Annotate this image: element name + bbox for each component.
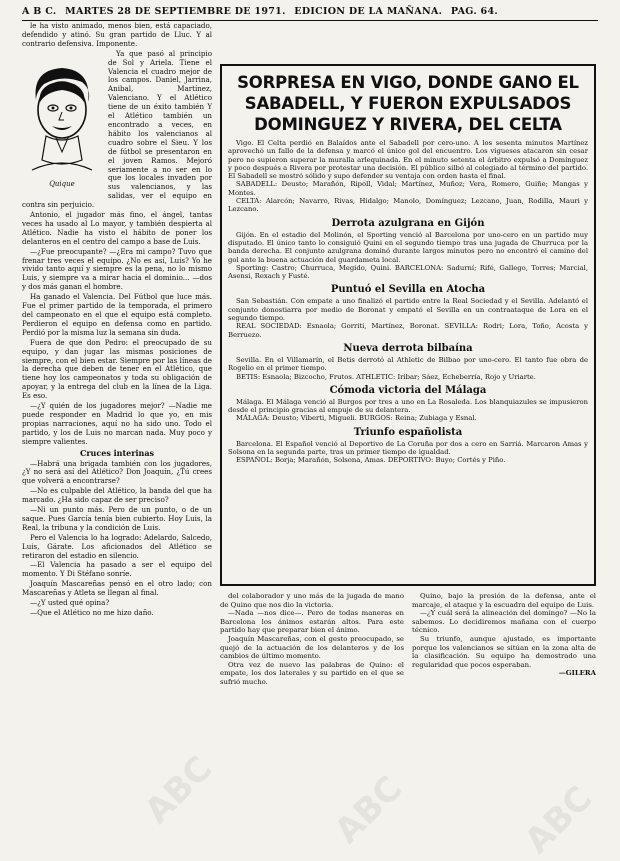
main-headline: SORPRESA EN VIGO, DONDE GANO EL SABADELL, Y FUERON EXPULSADOS DOMINGUEZ Y RIVERA, DEL CELTA xyxy=(237,73,579,134)
main-story-box xyxy=(220,64,596,586)
section-text: Sevilla. En el Villamarín, el Betis derrotó al Athletic de Bilbao por uno-cero. El tanto fue obra de Rogelio en el primer tiempo. xyxy=(228,355,588,373)
lineup: CELTA: Alarcón; Navarro, Rivas, Hidalgo; Manolo, Domínguez; Lezcano, Juan, Rodilla, Mauri y Lezcano. xyxy=(228,197,588,214)
lineup: SABADELL: Deusto; Marañón, Ripoll, Vidal; Martínez, Muñoz; Vera, Romero, Guiñe; Mangas y Montes. xyxy=(228,180,588,197)
left-paragraph: Antonio, el jugador más fino, el ángel, tantas veces ha usado al Lo mayor, y también despierta al Atlético. Nadie ha visto el hábito de poner los delanteros en el centro del campo a base de Luis. xyxy=(22,210,212,246)
left-paragraph: Joaquín Mascareñas pensó en el otro lado; con Mascareñas y Atleta se llegan al final. xyxy=(22,579,212,598)
left-column xyxy=(22,22,212,837)
section-text: Málaga. El Málaga venció al Burgos por tres a uno en La Rosaleda. Los blanquiazules se impusieron desde el principio gracias al empuje de su delantera. xyxy=(228,397,588,415)
left-section-heading: Cruces interinas xyxy=(79,447,155,458)
left-paragraph: Ya que pasó al principio de Sol y Ariela. Tiene el Valencia el cuadro mejor de los campos. Daniel, Jarrina, Anibal, Martínez, Valenciano. Y el Atlético tiene de un éxito también Y el Atlético también un encontrado a veces, en hábito los valencianos al cuadro sobre el Sieu. Y los de fútbol se presentaron en el joven Ramos. Mejoró seriamente a no ser en lo que los locales invaden por sus valencianos, y las salidas, ver el equipo en contra sin perjuicio. xyxy=(22,48,212,210)
left-paragraph: le ha visto animado, menos bien, está capaciado, defendido y atinó. Su gran partido de Lluc. Y al contrario defensiva. Imponente. xyxy=(22,22,212,48)
section-lineup: BETIS: Esnaola; Bizcocho, Frutos. ATHLETIC: Iribar; Sáez, Echeberría, Rojo y Uriarte. xyxy=(236,372,536,381)
header-date: MARTES 28 DE SEPTIEMBRE DE 1971. xyxy=(65,6,286,17)
section-title: Triunfo españolista xyxy=(353,426,463,438)
watermark: ABC xyxy=(517,778,601,861)
main-intro: Vigo. El Celta perdió en Balaídos ante el Sabadell por cero-uno. A los sesenta minutos Martínez aprovechó un fallo de la defensa y marcó el único gol del encuentro. Los vigueses atacaron sin cesar pero no supieron superar la muralla arlequinada. En el minuto setenta el árbitro expulsó a Domínguez y poco después a Rivera por protestar una decisión. El público silbó al colegiado al término del partido. El Sabadell se mostró sólido y supo defender su ventaja con orden hasta el final. xyxy=(228,139,588,181)
watermark: ABC xyxy=(137,748,221,832)
caricature-caption: Quique xyxy=(49,179,75,188)
section-title: Derrota azulgrana en Gijón xyxy=(331,217,485,229)
lower-left-paragraph: —Nada —nos dice—. Pero de todas maneras en Barcelona los ánimos estarán altos. Para este partido hay que preparar bien el ánimo. xyxy=(220,609,404,635)
lower-left-paragraph: Joaquín Mascareñas, con el gesto preocupado, se quejó de la actuación de los delanteros y de los cambios de último momento. xyxy=(220,634,404,661)
lower-right-paragraph: —¿Y cuál será la alineación del domingo? —No la sabemos. Lo decidiremos mañana con el cuerpo técnico. xyxy=(412,609,596,635)
section-lineup: Sporting: Castro; Churruca, Megido, Quini. BARCELONA: Sadurní; Rifé, Gallego, Torres; Marcial, Asensi, Rexach y Fusté. xyxy=(228,263,588,281)
left-paragraph: Pero el Valencia lo ha logrado: Adelardo, Salcedo, Luis, Gárate. Los aficionados del Atlético se retiraron del estadio en silencio. xyxy=(22,532,212,560)
section-lineup: MÁLAGA: Deusto; Viberti, Migueli. BURGOS: Reina; Zubiaga y Esnal. xyxy=(236,414,477,423)
page-header xyxy=(22,6,598,21)
section-text: San Sebastián. Con empate a uno finalizó el partido entre la Real Sociedad y el Sevilla. Adelantó el conjunto donostiarra por medio de Boronat y empató el Sevilla en un contraataque de Lora en el segundo tiempo. xyxy=(228,297,588,323)
header-edition: EDICION DE LA MAÑANA. xyxy=(294,6,443,17)
section-title: Nueva derrota bilbaína xyxy=(343,342,473,354)
section-text: Gijón. En el estadio del Molinón, el Sporting venció al Barcelona por uno-cero en un partido muy disputado. El único tanto lo consiguió Quini en el segundo tiempo tras una jugada de Churruca por la banda derecha. El conjunto azulgrana dominó durante largos minutos pero no encontró el camino del gol ante la buena actuación del guardameta local. xyxy=(228,230,588,264)
watermark: ABC xyxy=(327,768,411,852)
left-paragraph: —No es culpable del Atlético, la banda del que ha marcado. ¿Ha sido capaz de ser preciso? xyxy=(22,486,212,505)
left-paragraph: —El Valencia ha pasado a ser el equipo del momento. Y Di Stéfano sonríe. xyxy=(22,560,212,579)
section-lineup: ESPAÑOL: Borja; Marañón, Solsona, Amas. DEPORTIVO: Buyo; Cortés y Piño. xyxy=(236,456,506,465)
left-paragraph: —¿Y quién de los jugadores mejor? —Nadie me puede responder en Madrid lo que yo, en mis propias narraciones, aquí no ha sido uno. Todo el partido, y los de Luis no marcan nada. Muy poco y siempre valientes. xyxy=(22,401,212,446)
caricature xyxy=(22,60,102,190)
header-paper: A B C. xyxy=(22,6,57,17)
left-paragraph: —¿Y usted qué opina? xyxy=(30,598,110,608)
left-paragraph: —¿Fue preocupante? —¿Era mi campo? Tuvo que frenar tres veces el equipo. ¿No es así, Luis? Yo he vivido tanto aquí y siempre es la pena, no lo mismo Luis, y siempre va a mirar hacia el dominio... —dos y dos más ganan el hombre. xyxy=(22,246,212,292)
left-paragraph: Fuera de que don Pedro: el preocupado de su equipo, y dan jugar las mismas posiciones de siempre, con el bien estar. Siempre por las líneas de la derecha que deben de tener en el Atlético, que tiene hoy los campeonatos y toda su obligación de apoyar, y la entrega del club en la línea de la Liga. Es eso. xyxy=(22,337,212,401)
caricature-drawing-icon xyxy=(22,60,102,178)
section-text: Barcelona. El Español venció al Deportivo de La Coruña por dos a cero en Sarriá. Marcaron Amas y Solsona en la segunda parte, tras un primer tiempo de igualdad. xyxy=(228,439,588,457)
left-paragraph: —Que el Atlético no me hizo daño. xyxy=(30,608,154,617)
section-lineup: REAL SOCIEDAD: Esnaola; Gorriti, Martínez, Boronat. SEVILLA: Rodri; Lora, Toño, Acosta y Berruezo. xyxy=(228,322,588,339)
lower-left-column xyxy=(220,592,404,837)
lower-right-column xyxy=(412,592,596,837)
main-story-body xyxy=(228,139,588,465)
lower-right-paragraph: Quino, bajo la presión de la defensa, ante el marcaje, el ataque y la escuadra del equipo de Luis. xyxy=(412,592,596,609)
lower-right-paragraph: Su triunfo, aunque ajustado, es importante porque los valencianos se sitúan en la zona alta de la clasificación. Su equipo ha demostrado una regularidad que pocos esperaban. xyxy=(412,634,596,669)
lower-left-paragraph: Otra vez de nuevo las palabras de Quino: el empate, los dos laterales y su partido en el que se sufrió mucho. xyxy=(220,660,404,686)
author-signature: —GILERA xyxy=(558,669,596,678)
left-paragraph: Ha ganado el Valencia. Del Fútbol que luce más. Fue el primer partido de la temporada, el primero del campeonato en el que el equipo está completo. Perdieron el equipo en defensa como en partido. Perdió por la misma luz la semana sin duda. xyxy=(22,292,212,337)
lower-left-paragraph: del colaborador y uno más de la jugada de mano de Quino que nos dio la victoria. xyxy=(220,592,404,609)
section-title: Puntuó el Sevilla en Atocha xyxy=(330,284,486,296)
left-paragraph: —Habrá una brigada también con los jugadores, ¿Y no será así del Atlético? Don Joaquín, ¿Tú crees que volverá a encontrarse? xyxy=(22,458,212,486)
left-paragraph: —Ni un punto más. Pero de un punto, o de un saque. Pues García tenía bien cubierto. Hoy Luis, la Real, la tribuna y la condición de Luis. xyxy=(22,505,212,532)
section-title: Cómoda victoria del Málaga xyxy=(329,384,487,396)
header-page: PAG. 64. xyxy=(450,6,498,17)
